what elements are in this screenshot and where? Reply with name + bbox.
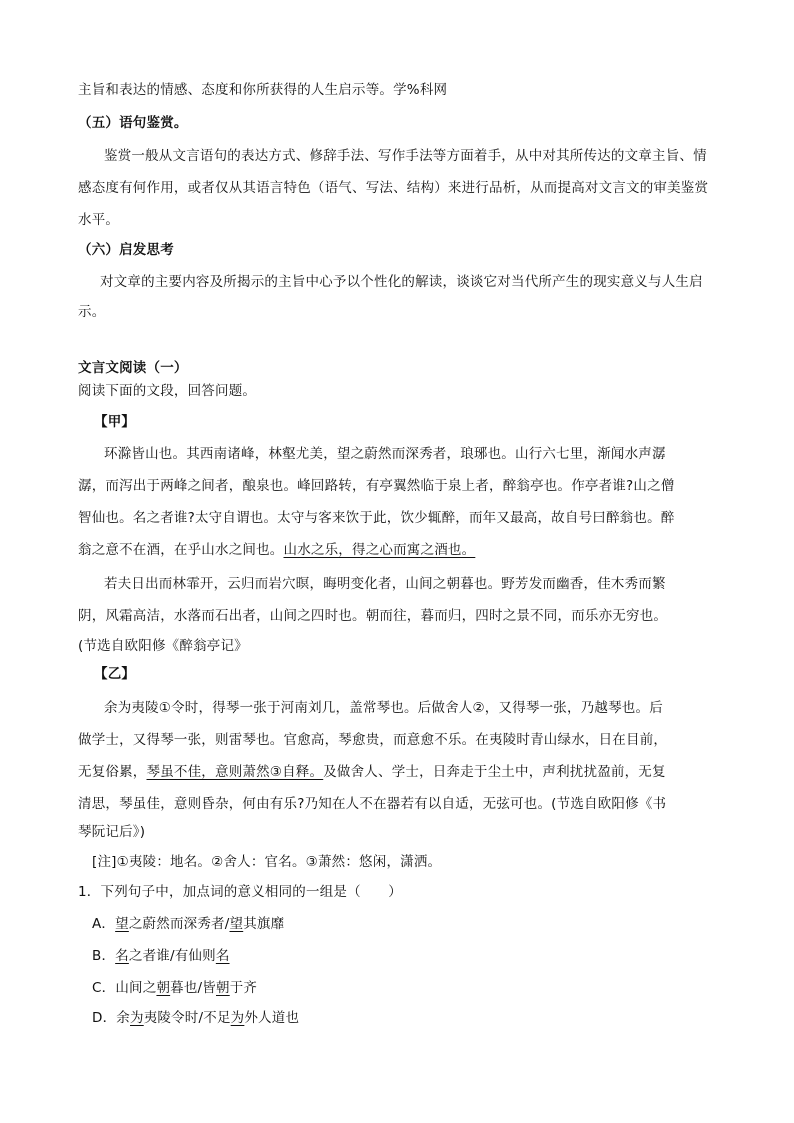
option-text: 余: [116, 1010, 130, 1026]
dotted-word: 为: [130, 1010, 144, 1026]
option-text: 其旗靡: [243, 916, 285, 932]
section5-line: 鉴赏一般从文言语句的表达方式、修辞手法、写作手法等方面着手，从中对其所传达的文章主旨、情: [104, 148, 707, 164]
passage-jia-label: 【甲】: [94, 414, 136, 430]
passage-yi-text: 无复俗累，: [78, 764, 147, 780]
passage-yi-line: [78, 762, 718, 782]
dotted-word: 朝: [216, 980, 230, 996]
option-letter: A．: [92, 916, 116, 932]
section5-heading: （五）语句鉴赏。: [78, 115, 188, 131]
option-text: 于齐: [229, 980, 258, 996]
option-b: [92, 946, 732, 966]
dotted-word: 名: [115, 948, 129, 964]
section5-line: 水平。: [78, 212, 120, 228]
option-letter: B．: [92, 948, 116, 964]
passage-jia-source: (节选自欧阳修《醉翁亭记》: [78, 638, 248, 654]
passage-yi-label: 【乙】: [94, 666, 136, 682]
underlined-sentence: 山水之乐，得之心而寓之酒也。: [283, 542, 476, 558]
annotation-note: [注]①夷陵：地名。②舍人：官名。③萧然：悠闲，潇洒。: [92, 854, 442, 870]
dotted-word: 望: [115, 916, 129, 932]
option-letter: C．: [92, 980, 116, 996]
option-text: 外人道也: [244, 1010, 300, 1026]
section6-line: 对文章的主要内容及所揭示的主旨中心予以个性化的解读，谈谈它对当代所产生的现实意义与人生启: [100, 274, 703, 290]
underlined-sentence: 琴虽不佳，意则萧然③自释。: [146, 764, 324, 780]
passage-jia-text: 翁之意不在酒，在乎山水之间也。: [78, 542, 284, 558]
option-letter: D．: [92, 1010, 117, 1026]
reading-title: 文言文阅读（一）: [78, 360, 188, 376]
option-c: [92, 978, 732, 998]
option-text: 之者谁/有仙则: [128, 948, 216, 964]
passage-jia-line: [78, 540, 718, 560]
question-1-stem: 1．下列句子中，加点词的意义相同的一组是（ ）: [78, 884, 402, 900]
passage-yi-line: 余为夷陵①令时，得琴一张于河南刘几，盖常琴也。后做舍人②，又得琴一张，乃越琴也。后: [104, 700, 663, 716]
passage-jia-line: 潺，而泻出于两峰之间者，酿泉也。峰回路转，有亭翼然临于泉上者，醉翁亭也。作亭者谁?山之僧: [78, 478, 675, 494]
dotted-word: 望: [229, 916, 244, 932]
section6-line: 示。: [78, 304, 106, 320]
option-text: 暮也/皆: [170, 980, 216, 996]
dotted-word: 朝: [156, 980, 171, 996]
section5-line: 感态度有何作用，或者仅从其语言特色（语气、写法、结构）来进行品析，从而提高对文言文的审美鉴赏: [78, 180, 709, 196]
option-a: [92, 914, 732, 934]
option-text: 山间之: [115, 980, 157, 996]
passage-yi-source: 琴阮记后》): [78, 824, 146, 840]
section6-heading: （六）启发思考: [78, 242, 174, 258]
passage-yi-line: 做学士，又得琴一张，则雷琴也。官愈高，琴愈贵，而意愈不乐。在夷陵时青山绿水，日在目前，: [78, 732, 668, 748]
intro-tail-text: 主旨和表达的情感、态度和你所获得的人生启示等。学%科网: [78, 82, 448, 98]
passage-jia-line: 阴，风霜高洁，水落而石出者，山间之四时也。朝而往，暮而归，四时之景不同，而乐亦无穷也。: [78, 608, 668, 624]
passage-jia-line: 环滁皆山也。其西南诸峰，林壑尤美，望之蔚然而深秀者，琅琊也。山行六七里，渐闻水声潺: [104, 446, 666, 462]
passage-jia-line: 若夫日出而林霏开，云归而岩穴暝，晦明变化者，山间之朝暮也。野芳发而幽香，佳木秀而繁: [104, 576, 666, 592]
passage-jia-line: 智仙也。名之者谁?太守自谓也。太守与客来饮于此，饮少辄醉，而年又最高，故自号曰醉翁也。醉: [78, 510, 675, 526]
option-text: 夷陵令时/不足: [143, 1010, 231, 1026]
dotted-word: 名: [215, 948, 230, 964]
passage-yi-line: 清思，琴虽佳，意则昏杂，何由有乐?乃知在人不在器若有以自适，无弦可也。(节选自欧阳修《书: [78, 796, 667, 812]
option-text: 之蔚然而深秀者/: [128, 916, 230, 932]
dotted-word: 为: [230, 1010, 245, 1026]
reading-instruction: 阅读下面的文段，回答问题。: [78, 383, 257, 399]
passage-yi-text: 及做舍人、学士，日奔走于尘土中，声利扰扰盈前，无复: [323, 764, 666, 780]
option-d: [92, 1008, 732, 1028]
